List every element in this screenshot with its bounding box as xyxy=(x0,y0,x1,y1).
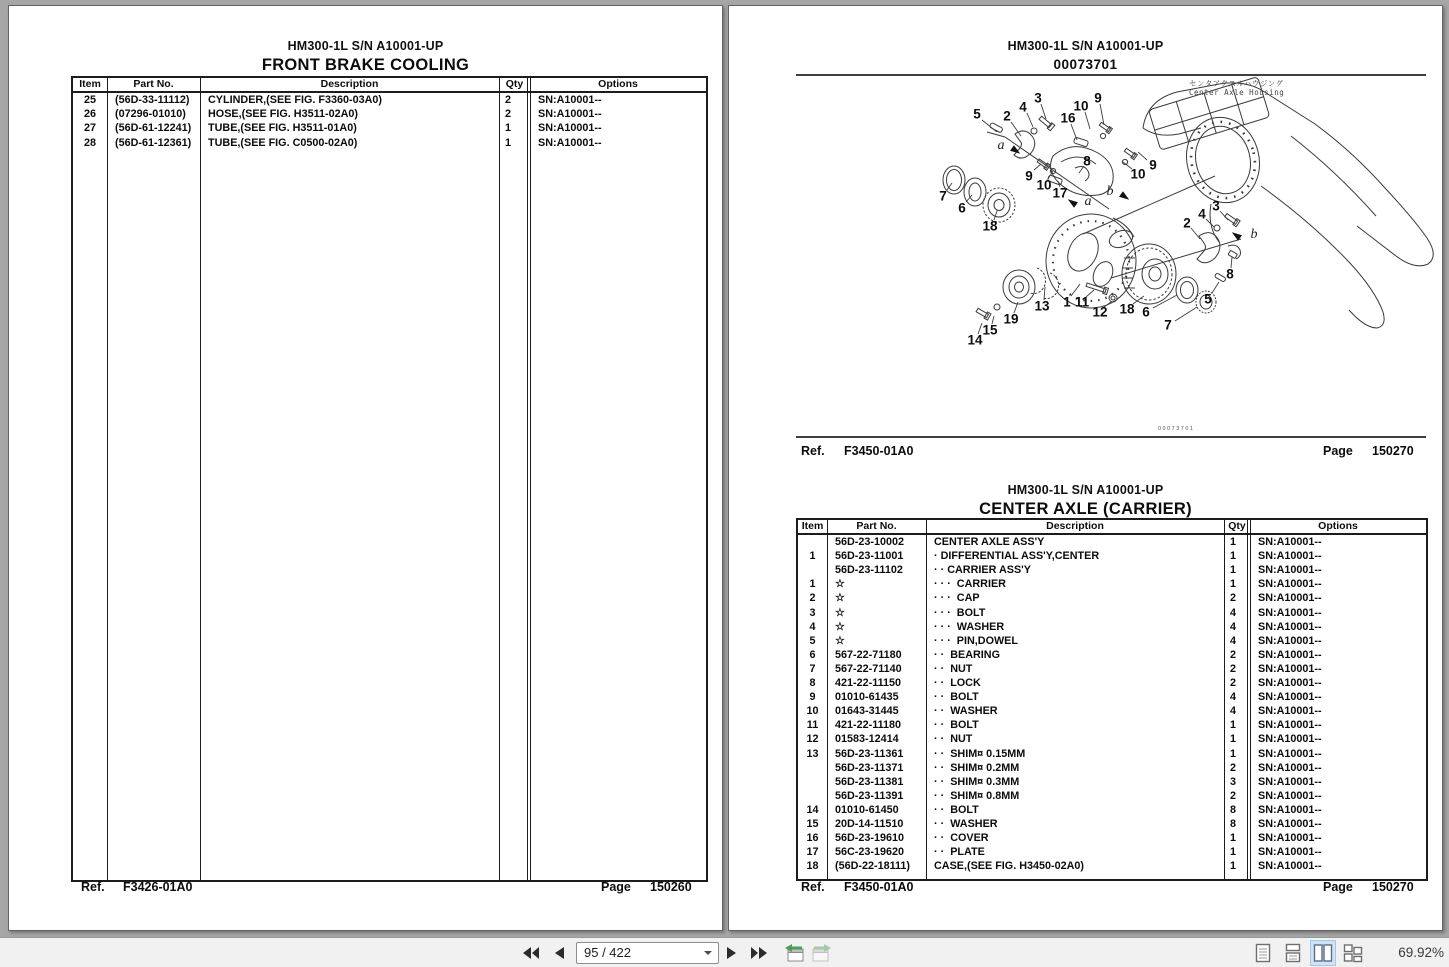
page-label: Page xyxy=(601,880,631,894)
callout-leader-line xyxy=(982,120,997,132)
table-line xyxy=(200,78,201,880)
table-cell: 2 xyxy=(809,592,816,605)
diagram-caption-english: Center Axle Housing xyxy=(1189,88,1285,97)
callout-number: 4 xyxy=(1198,206,1206,222)
callout-leader-line xyxy=(1138,152,1147,160)
table-cell: · · SHIM¤ 0.3MM xyxy=(934,775,1020,788)
ref-value: F3450-01A0 xyxy=(844,880,914,894)
table-cell: 15 xyxy=(806,818,819,830)
table-cell: SN:A10001-- xyxy=(1258,691,1322,704)
callout-leader-line xyxy=(1100,104,1104,125)
table-cell: · · WASHER xyxy=(934,818,998,830)
table-cell: · · CARRIER ASS'Y xyxy=(934,564,1031,577)
callout-number: 18 xyxy=(982,218,998,234)
callout-number: 11 xyxy=(1074,294,1090,310)
column-header: Description xyxy=(1046,520,1104,532)
direction-arrow-icon xyxy=(1119,191,1131,202)
column-header: Options xyxy=(1318,520,1358,532)
callout-letter: a xyxy=(1084,194,1092,209)
model-serial-line: HM300-1L S/N A10001-UP xyxy=(1007,39,1164,53)
table-cell: ☆ xyxy=(835,620,845,633)
model-serial-line: HM300-1L S/N A10001-UP xyxy=(1007,483,1164,497)
table-cell: · · SHIM¤ 0.8MM xyxy=(934,789,1020,802)
table-cell: · · · CARRIER xyxy=(934,578,1006,591)
callout-number: 8 xyxy=(1226,266,1234,282)
table-cell: SN:A10001-- xyxy=(1258,832,1322,845)
table-cell: SN:A10001-- xyxy=(538,94,602,106)
table-cell: 1 xyxy=(809,578,816,591)
callout-number: 7 xyxy=(1164,317,1172,333)
callout-letter: b xyxy=(1250,227,1258,242)
table-cell: · · LOCK xyxy=(934,677,981,689)
single-page-view-button[interactable] xyxy=(1251,941,1275,965)
table-line xyxy=(530,78,531,880)
table-cell: 1 xyxy=(1230,832,1237,845)
page-number: 150270 xyxy=(1372,444,1414,458)
callout-leader-line xyxy=(1175,307,1197,321)
page-label: Page xyxy=(1323,880,1353,894)
table-cell: SN:A10001-- xyxy=(1258,648,1322,661)
table-cell: 1 xyxy=(1230,846,1237,859)
callout-number: 5 xyxy=(973,106,981,122)
callout-number: 6 xyxy=(1142,304,1150,320)
table-cell: 14 xyxy=(806,803,819,816)
table-cell: SN:A10001-- xyxy=(1258,620,1322,633)
table-cell: 5 xyxy=(809,634,816,647)
table-cell: 56D-23-10002 xyxy=(835,536,905,548)
table-cell: 2 xyxy=(1230,677,1237,689)
table-cell: 1 xyxy=(505,136,512,149)
page-label: Page xyxy=(1323,444,1353,458)
parts-table xyxy=(796,518,1428,881)
table-cell: 56D-23-11361 xyxy=(835,747,904,760)
table-cell: 01583-12414 xyxy=(835,733,899,746)
table-cell: · · BEARING xyxy=(934,648,1000,661)
callout-number: 7 xyxy=(939,188,947,204)
viewer-toolbar xyxy=(0,937,1449,967)
table-cell: 421-22-11150 xyxy=(835,677,902,689)
table-cell: 01643-31445 xyxy=(835,705,899,718)
exploded-parts-diagram xyxy=(791,76,1441,436)
table-cell: · · BOLT xyxy=(934,719,979,732)
callout-leader-line xyxy=(1027,113,1033,127)
table-cell: 11 xyxy=(806,719,819,732)
table-cell: 6 xyxy=(809,648,816,661)
table-cell: CYLINDER,(SEE FIG. F3360-03A0) xyxy=(208,94,382,106)
table-cell: 1 xyxy=(505,122,512,135)
diagram-caption-japanese: センタアクスルハウジング xyxy=(1189,79,1284,88)
ref-value: F3450-01A0 xyxy=(844,444,914,458)
table-cell: SN:A10001-- xyxy=(1258,789,1322,802)
table-cell: · · SHIM¤ 0.2MM xyxy=(934,761,1020,774)
callout-number: 2 xyxy=(1003,108,1011,124)
table-cell: 4 xyxy=(809,620,816,633)
page-title: FRONT BRAKE COOLING xyxy=(261,56,470,74)
callout-letter: b xyxy=(1106,184,1114,199)
table-cell: SN:A10001-- xyxy=(1258,550,1322,563)
table-cell: 4 xyxy=(1230,705,1237,718)
callout-number: 8 xyxy=(1083,153,1091,169)
previous-view-button[interactable] xyxy=(781,938,807,967)
table-cell: ☆ xyxy=(835,606,845,619)
callout-leader-line xyxy=(1153,295,1177,308)
table-cell: 4 xyxy=(1230,606,1237,619)
callout-number: 10 xyxy=(1036,177,1052,193)
table-cell: 1 xyxy=(809,550,816,563)
table-cell: 8 xyxy=(1230,818,1237,830)
table-cell: 4 xyxy=(1230,691,1237,704)
page-number-combobox[interactable] xyxy=(576,942,719,964)
callout-number: 16 xyxy=(1060,110,1076,126)
tiny-figure-number: 00073701 xyxy=(1158,426,1195,432)
table-line xyxy=(1250,520,1251,879)
table-cell: 1 xyxy=(1230,719,1237,732)
table-cell: 2 xyxy=(1230,592,1237,605)
table-cell: SN:A10001-- xyxy=(1258,719,1322,732)
table-cell: 27 xyxy=(83,122,96,135)
first-page-button[interactable] xyxy=(519,938,543,967)
table-cell: 567-22-71180 xyxy=(835,648,902,661)
table-cell: 4 xyxy=(1230,634,1237,647)
ref-label: Ref. xyxy=(81,880,105,894)
table-cell: SN:A10001-- xyxy=(1258,662,1322,675)
table-cell: · · NUT xyxy=(934,662,973,675)
table-cell: 01010-61450 xyxy=(835,803,899,816)
column-header: Item xyxy=(801,520,824,532)
continuous-view-button[interactable] xyxy=(1281,941,1305,965)
section-title: CENTER AXLE (CARRIER) xyxy=(979,500,1192,518)
callout-number: 13 xyxy=(1034,298,1050,314)
ref-value: F3426-01A0 xyxy=(123,880,193,894)
column-header: Part No. xyxy=(133,78,174,90)
table-cell: 3 xyxy=(809,606,816,619)
callout-number: 15 xyxy=(982,322,998,338)
column-header: Options xyxy=(598,78,638,90)
table-cell: 567-22-71140 xyxy=(835,662,902,675)
table-cell: SN:A10001-- xyxy=(1258,634,1322,647)
table-cell: (56D-61-12241) xyxy=(115,122,192,135)
table-line xyxy=(107,78,108,880)
parts-table xyxy=(71,76,708,882)
callout-number: 9 xyxy=(1149,157,1157,173)
table-cell: · · BOLT xyxy=(934,691,979,704)
table-cell: SN:A10001-- xyxy=(1258,846,1322,859)
table-cell: 2 xyxy=(1230,648,1237,661)
page-number: 150260 xyxy=(650,880,692,894)
callout-leader-line xyxy=(1191,228,1200,239)
last-page-button[interactable] xyxy=(747,938,771,967)
table-cell: · · · CAP xyxy=(934,592,980,605)
next-view-button[interactable] xyxy=(809,938,835,967)
callout-letter: a xyxy=(997,138,1005,153)
table-cell: HOSE,(SEE FIG. H3511-02A0) xyxy=(208,108,359,121)
table-line xyxy=(926,520,927,879)
table-cell: 16 xyxy=(806,832,819,845)
table-cell: 8 xyxy=(809,677,816,689)
table-cell: 20D-14-11510 xyxy=(835,818,904,830)
callout-number: 17 xyxy=(1052,185,1068,201)
chevron-down-icon[interactable] xyxy=(704,951,712,955)
document-page-left xyxy=(8,5,723,931)
table-cell: 26 xyxy=(83,108,96,121)
table-cell: 10 xyxy=(806,705,819,718)
table-cell: · · COVER xyxy=(934,832,989,845)
table-cell: SN:A10001-- xyxy=(1258,705,1322,718)
callout-number: 9 xyxy=(1025,168,1033,184)
table-cell: 2 xyxy=(505,94,512,106)
table-cell: 01010-61435 xyxy=(835,691,899,704)
table-cell: 2 xyxy=(505,108,512,121)
callout-number: 19 xyxy=(1003,311,1019,327)
page-number-field[interactable]: 95 / 422 xyxy=(584,945,631,960)
table-cell: · · SHIM¤ 0.15MM xyxy=(934,747,1026,760)
table-cell: SN:A10001-- xyxy=(1258,592,1322,605)
diagram-artwork xyxy=(943,77,1433,328)
table-cell: · · · BOLT xyxy=(934,606,986,619)
table-cell: 7 xyxy=(809,662,816,675)
column-header: Qty xyxy=(505,78,524,90)
table-cell: 1 xyxy=(1230,860,1237,873)
document-page-right xyxy=(728,5,1443,931)
table-cell: 1 xyxy=(1230,578,1237,591)
callout-number: 10 xyxy=(1130,166,1146,182)
callout-number: 3 xyxy=(1034,90,1042,106)
table-cell: 56D-23-11391 xyxy=(835,789,904,802)
table-cell: 56D-23-11001 xyxy=(835,550,904,563)
table-line xyxy=(499,78,500,880)
table-cell: 56D-23-19610 xyxy=(835,832,905,845)
table-cell: SN:A10001-- xyxy=(538,108,602,121)
facing-continuous-view-button[interactable] xyxy=(1341,941,1365,965)
table-cell: SN:A10001-- xyxy=(538,136,602,149)
table-cell: (56D-22-18111) xyxy=(835,860,911,873)
table-cell: 1 xyxy=(1230,536,1237,548)
table-cell: SN:A10001-- xyxy=(1258,536,1322,548)
column-header: Description xyxy=(320,78,379,90)
table-cell: · · · PIN,DOWEL xyxy=(934,634,1018,647)
table-cell: SN:A10001-- xyxy=(1258,818,1322,830)
column-header: Part No. xyxy=(856,520,897,532)
table-cell: 8 xyxy=(1230,803,1237,816)
table-cell: SN:A10001-- xyxy=(1258,761,1322,774)
callout-leader-line xyxy=(1085,112,1090,129)
rule-mid xyxy=(796,436,1426,438)
table-cell: ☆ xyxy=(835,578,845,591)
column-header: Item xyxy=(79,78,101,90)
table-cell: 13 xyxy=(806,747,819,760)
table-cell: SN:A10001-- xyxy=(1258,803,1322,816)
zoom-level-label: 69.92% xyxy=(1398,945,1444,960)
table-cell: 1 xyxy=(1230,747,1237,760)
table-cell: 2 xyxy=(1230,761,1237,774)
table-cell: SN:A10001-- xyxy=(1258,747,1322,760)
table-line xyxy=(827,520,828,879)
table-cell: · DIFFERENTIAL ASS'Y,CENTER xyxy=(934,550,1100,563)
table-cell: 2 xyxy=(1230,662,1237,675)
table-cell: 2 xyxy=(1230,789,1237,802)
table-cell: TUBE,(SEE FIG. C0500-02A0) xyxy=(208,136,358,149)
ref-label: Ref. xyxy=(801,880,825,894)
callout-leader-line xyxy=(1034,164,1041,170)
callout-number: 18 xyxy=(1119,301,1135,317)
callout-number: 10 xyxy=(1073,98,1089,114)
table-cell: 3 xyxy=(1230,775,1237,788)
ref-label: Ref. xyxy=(801,444,825,458)
callout-number: 2 xyxy=(1183,215,1191,231)
callout-leader-line xyxy=(1212,282,1219,293)
table-cell: 1 xyxy=(1230,564,1237,577)
table-cell: SN:A10001-- xyxy=(1258,564,1322,577)
callout-number: 14 xyxy=(967,332,983,348)
table-cell: (56D-33-11112) xyxy=(115,94,190,106)
table-cell: 1 xyxy=(1230,550,1237,563)
callout-leader-line xyxy=(1220,211,1228,220)
table-line xyxy=(527,78,528,880)
table-cell: 56D-23-11381 xyxy=(835,775,904,788)
table-cell: CASE,(SEE FIG. H3450-02A0) xyxy=(934,860,1085,873)
callout-number: 12 xyxy=(1092,304,1108,320)
table-cell: 25 xyxy=(83,94,96,106)
table-cell: 18 xyxy=(806,860,819,873)
table-cell: SN:A10001-- xyxy=(1258,606,1322,619)
callout-number: 3 xyxy=(1212,198,1220,214)
table-cell: · · BOLT xyxy=(934,803,979,816)
callout-number: 4 xyxy=(1019,99,1027,115)
model-serial-line: HM300-1L S/N A10001-UP xyxy=(287,39,444,53)
table-cell: 28 xyxy=(83,136,96,149)
table-cell: · · WASHER xyxy=(934,705,998,718)
table-cell: (07296-01010) xyxy=(115,108,186,121)
table-cell: TUBE,(SEE FIG. H3511-01A0) xyxy=(208,122,357,135)
table-cell: 9 xyxy=(809,691,816,704)
next-page-button[interactable] xyxy=(722,938,742,967)
table-cell: · · PLATE xyxy=(934,846,985,859)
direction-arrow-icon xyxy=(1066,196,1078,207)
table-cell: SN:A10001-- xyxy=(1258,677,1322,689)
callout-number: 6 xyxy=(958,200,966,216)
callout-number: 5 xyxy=(1204,291,1212,307)
table-cell: 17 xyxy=(806,846,819,859)
table-cell: 421-22-11180 xyxy=(835,719,902,732)
table-cell: 4 xyxy=(1230,620,1237,633)
callout-number: 9 xyxy=(1094,90,1102,106)
table-cell: 1 xyxy=(1230,733,1237,746)
table-cell: 12 xyxy=(806,733,819,746)
table-line xyxy=(1224,520,1225,879)
table-cell: SN:A10001-- xyxy=(1258,775,1322,788)
table-cell: SN:A10001-- xyxy=(1258,578,1322,591)
table-cell: ☆ xyxy=(835,592,845,605)
table-cell: SN:A10001-- xyxy=(1258,733,1322,746)
figure-number: 00073701 xyxy=(1053,57,1118,72)
table-cell: 56D-23-11102 xyxy=(835,564,903,577)
callout-number: 1 xyxy=(1063,294,1071,310)
table-cell: SN:A10001-- xyxy=(1258,860,1322,873)
table-cell: ☆ xyxy=(835,634,845,647)
table-cell: 56C-23-19620 xyxy=(835,846,905,859)
table-cell: (56D-61-12361) xyxy=(115,136,192,149)
table-cell: SN:A10001-- xyxy=(538,122,602,135)
page-number: 150270 xyxy=(1372,880,1414,894)
table-cell: CENTER AXLE ASS'Y xyxy=(934,536,1045,548)
callout-leader-line xyxy=(1071,124,1077,140)
previous-page-button[interactable] xyxy=(549,938,569,967)
table-cell: 56D-23-11371 xyxy=(835,761,904,774)
facing-pages-view-button[interactable] xyxy=(1311,941,1335,965)
column-header: Qty xyxy=(1228,520,1246,532)
table-cell: · · · WASHER xyxy=(934,620,1005,633)
table-cell: · · NUT xyxy=(934,733,973,746)
